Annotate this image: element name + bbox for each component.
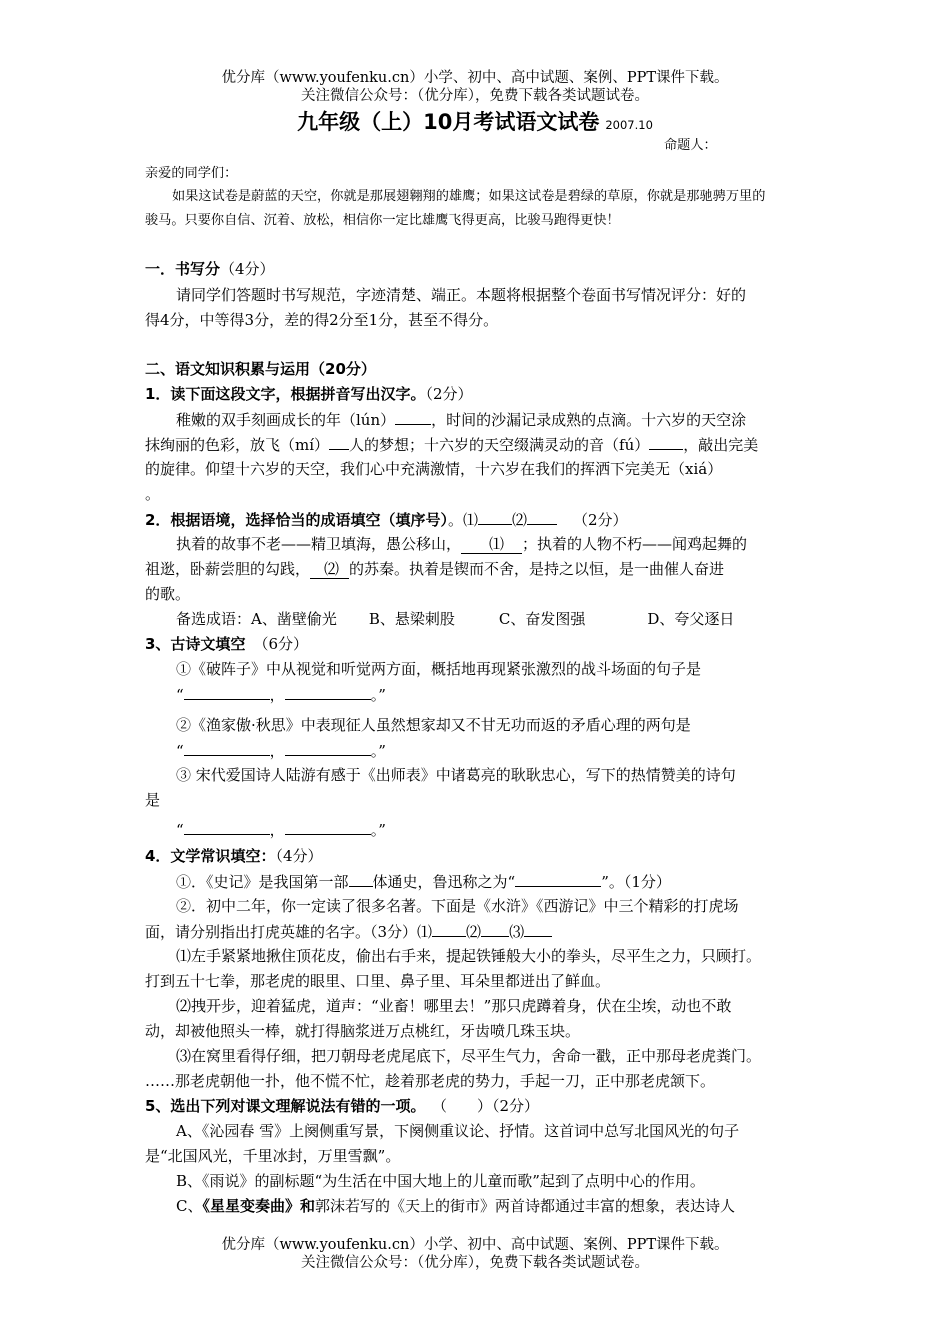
footer-line-1: 优分库（www.youfenku.cn）小学、初中、高中试题、案例、PPT课件下载。 [221,1237,729,1253]
q5-text: C、 [176,1197,203,1215]
q2-options-label: 备选成语： [176,610,252,628]
q3-item-3-answer [176,818,386,840]
q3-item-2: ②《渔家傲·秋思》中表现征人虽然想家却又不甘无功而返的矛盾心理的两句是 [176,716,691,734]
q3-blank[interactable] [184,683,270,700]
q4-sub-1 [176,870,671,892]
q2-score: （2分） [572,510,628,529]
q4-hero-blank-2[interactable] [481,920,509,937]
greeting-salutation: 亲爱的同学们： [145,166,238,181]
q4-title-row [145,845,323,866]
q4-text: 面，请分别指出打虎英雄的名字。（3分）⑴ [145,922,433,941]
q3-close: 。” [370,820,386,839]
q2-option-b: B、悬梁刺股 [368,610,455,628]
q4-text: ⑶ [509,922,525,941]
q4-passage-2-line-1: ⑵拽开步，迎着猛虎，道声：“业畜！哪里去！”那只虎蹲着身，伏在尘埃，动也不敢 [176,997,732,1015]
greeting-line-2: 骏马。只要你自信、沉着、放松，相信你一定比雄鹰飞得更高，比骏马跑得更快！ [145,213,620,228]
q4-hero-blank-1[interactable] [432,920,466,937]
q2-line-3: 的歌。 [145,585,191,603]
q3-close: 。” [370,741,386,760]
q2-line-2 [145,558,724,579]
q5-option-b: B、《雨说》的副标题“为生活在中国大地上的儿童而歌”起到了点明中心的作用。 [176,1172,705,1190]
q5-title: 5、选出下列对课文理解说法有错的一项。 [145,1097,426,1115]
section1-heading-text: 一．书写分 [145,260,221,278]
q4-title: 4．文学常识填空： [145,847,276,865]
q5-title-row [145,1095,539,1116]
q2-option-a: A、凿壁偷光 [251,610,337,628]
q4-blank-2[interactable] [515,870,601,887]
q2-text: 的苏秦。执着是锲而不舍，是持之以恒，是一曲催人奋进 [349,560,725,578]
q2-options [176,608,734,629]
q5-text: 郭沫若写的《天上的街市》两首诗都通过丰富的想象，表达诗人 [315,1197,736,1215]
title-main: 九年级（上）10月考试语文试卷 [297,110,600,134]
q4-passage-1-line-2: 打到五十七拳，那老虎的眼里、口里、鼻子里、耳朵里都迸出了鲜血。 [145,972,611,990]
q1-line-4: 。 [145,485,161,503]
q4-passage-3-line-2: ……那老虎朝他一扑，他不慌不忙，趁着那老虎的势力，手起一刀，正中那老虎颔下。 [145,1072,716,1090]
q5-text-bold: 《星星变奏曲》和 [202,1197,315,1215]
q2-text: ；执着的人物不朽——闻鸡起舞的 [522,535,748,553]
q5-option-a-line-2: 是“北国风光，千里冰封，万里雪飘”。 [145,1147,401,1165]
greeting-line-1: 如果这试卷是蔚蓝的天空，你就是那展翅翱翔的雄鹰；如果这试卷是碧绿的草原，你就是那驰骋万里的 [172,189,766,204]
q3-quote: “ [176,685,184,704]
q5-score: （2分） [491,1097,540,1115]
q3-score: （6分） [253,635,308,653]
q3-blank[interactable] [285,818,371,835]
footer-line-2: 关注微信公众号：（优分库），免费下载各类试题试卷。 [301,1255,649,1271]
q1-blank-3[interactable] [649,433,683,450]
q2-blank-1[interactable]: ⑴ [461,535,522,554]
q2-answer-blank-1[interactable] [478,508,512,525]
header-line-1: 优分库（www.youfenku.cn）小学、初中、高中试题、案例、PPT课件下载。 [221,70,729,86]
q5-option-c [176,1195,735,1216]
q4-blank-1[interactable] [349,870,373,887]
q2-blank-2[interactable]: ⑵ [310,560,349,579]
q2-answer-blank-2[interactable] [527,508,557,525]
q1-line-3: 的旋律。仰望十六岁的天空，我们心中充满激情，十六岁在我们的挥洒下完美无（xiá） [145,460,723,478]
q4-hero-blank-3[interactable] [524,920,552,937]
q1-title-row [145,383,473,404]
q1-title: 1．读下面这段文字，根据拼音写出汉字。 [145,385,426,403]
author-label: 命题人： [664,138,717,153]
q3-blank[interactable] [285,683,371,700]
q3-item-1-answer [176,683,386,705]
q3-comma: ， [269,741,285,760]
exam-title [0,106,950,136]
q1-text: 抹绚丽的色彩，放飞（mí） [145,435,330,454]
q3-quote: “ [176,741,184,760]
q3-title: 3、古诗文填空 [145,635,246,653]
q1-line-2 [145,433,758,455]
q3-blank[interactable] [285,739,371,756]
q4-passage-2-line-2: 动，却被他照头一棒，就打得脑浆迸万点桃红，牙齿喷几珠玉块。 [145,1022,581,1040]
q2-text: 执着的故事不老——精卫填海，愚公移山， [176,535,462,553]
section1-score: （4分） [220,260,275,278]
q1-text: 稚嫩的双手刻画成长的年（lún） [176,410,396,429]
q1-score: （2分） [425,385,473,403]
q1-blank-1[interactable] [395,408,431,425]
q3-item-3-cont: 是 [145,791,161,809]
q1-text: 人的梦想；十六岁的天空缀满灵动的音（fú） [349,435,650,454]
q4-passage-1-line-1: ⑴左手紧紧地揪住顶花皮，偷出右手来，提起铁锤般大小的拳头，尽平生之力，只顾打。 [176,947,762,965]
q3-comma: ， [269,820,285,839]
q4-text: ①．《史记》是我国第一部 [176,872,349,891]
q4-text: 体通史，鲁迅称之为“ [372,872,516,891]
header-line-2: 关注微信公众号：（优分库），免费下载各类试题试卷。 [301,88,649,104]
q2-title-row [145,508,628,530]
q4-sub-2-line-2 [145,920,552,942]
q2-title: 2．根据语境，选择恰当的成语填空（填序号） [145,510,448,529]
q3-blank[interactable] [184,739,270,756]
q4-text: ⑵ [466,922,482,941]
q1-text: ，敲出完美 [683,435,759,454]
q5-answer-paren[interactable]: （ ） [439,1097,492,1115]
title-date: 2007.10 [605,118,653,132]
q3-close: 。” [370,685,386,704]
q3-item-1: ①《破阵子》中从视觉和听觉两方面，概括地再现紧张激烈的战斗场面的句子是 [176,660,702,678]
q2-option-d: D、夸父逐日 [647,610,735,628]
section1-line-1: 请同学们答题时书写规范，字迹清楚、端正。本题将根据整个卷面书写情况评分：好的 [176,286,747,304]
q4-score: （4分） [275,847,323,865]
q1-blank-2[interactable] [329,433,349,450]
q1-line-1 [176,408,746,430]
q3-item-3: ③ 宋代爱国诗人陆游有感于《出师表》中诸葛亮的耿耿忠心，写下的热情赞美的诗句 [176,766,736,784]
q2-text: 祖逖，卧薪尝胆的勾践， [145,560,311,578]
q3-quote: “ [176,820,184,839]
q4-sub-2-line-1: ②．初中二年，你一定读了很多名著。下面是《水浒》《西游记》中三个精彩的打虎场 [176,897,739,915]
q1-text: ，时间的沙漏记录成熟的点滴。十六岁的天空涂 [431,410,747,429]
q3-blank[interactable] [184,818,270,835]
q3-item-2-answer [176,739,386,761]
q4-passage-3-line-1: ⑶在窝里看得仔细，把刀朝母老虎尾底下，尽平生气力，舍命一戳，正中那母老虎粪门。 [176,1047,762,1065]
q4-text: ”。（1分） [601,872,671,891]
section2-heading: 二、语文知识积累与运用（20分） [145,360,376,378]
q2-line-1 [176,533,747,554]
q2-mid: ⑵ [511,510,527,529]
q2-tail: 。⑴ [447,510,478,529]
q3-comma: ， [269,685,285,704]
section1-heading [145,258,275,279]
section1-line-2: 得4分，中等得3分，差的得2分至1分，甚至不得分。 [145,311,499,329]
q2-option-c: C、奋发图强 [498,610,586,628]
q5-option-a-line-1: A、《沁园春 雪》上阕侧重写景，下阕侧重议论、抒情。这首词中总写北国风光的句子 [176,1122,740,1140]
q3-title-row [145,633,308,654]
